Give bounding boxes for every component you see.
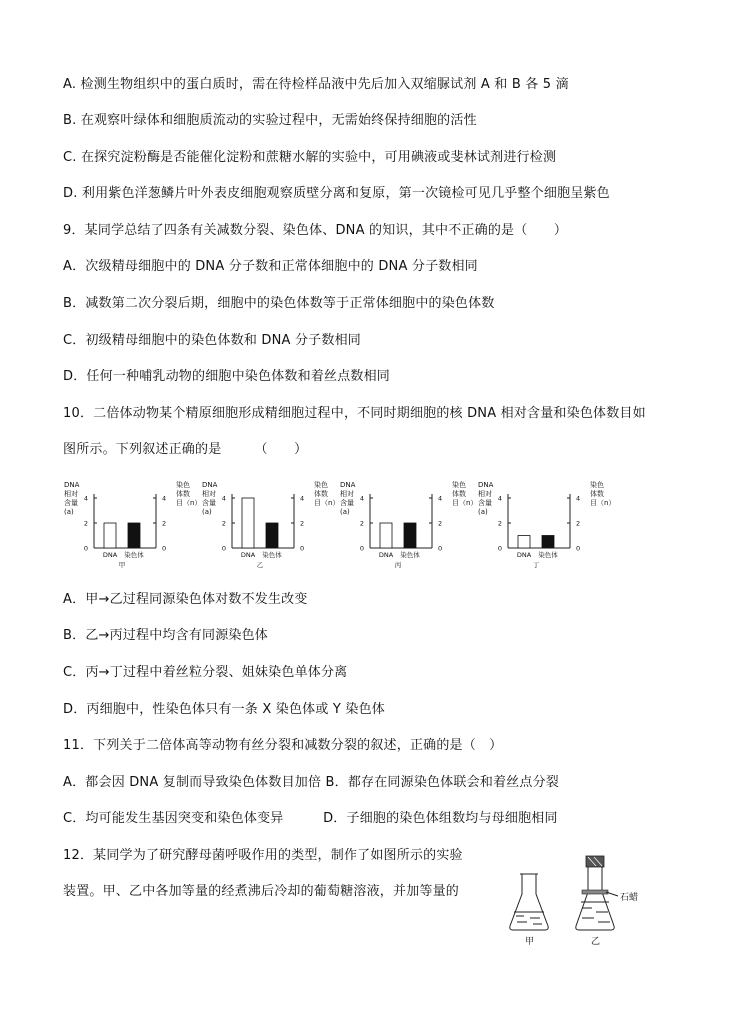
q12-stem-line1: 12．某同学为了研究酵母菌呼吸作用的类型，制作了如图所示的实验: [63, 848, 463, 863]
bar-chromosome: [404, 523, 416, 548]
flask-annotation: 石蜡: [620, 893, 639, 903]
y-axis-label-right: 染色: [452, 481, 466, 489]
y-axis-label-right: 目（n）: [314, 499, 340, 507]
paraffin-layer: [582, 890, 608, 894]
y-axis-label-left: DNA: [340, 481, 356, 489]
q10-option-c: C．丙→丁过程中着丝粒分裂、姐妹染色单体分离: [63, 665, 348, 680]
tick-label-left: 0: [221, 544, 226, 553]
tick-label-left: 4: [497, 494, 502, 503]
q12-stem-line2: 装置。甲、乙中各加等量的经煮沸后冷却的葡萄糖溶液，并加等量的: [63, 884, 460, 899]
y-axis-label-right: 染色: [314, 481, 328, 489]
tick-label-right: 0: [576, 544, 581, 553]
y-axis-label-right: 目（n）: [452, 499, 478, 507]
y-axis-label-right: 体数: [176, 490, 190, 498]
y-axis-label-left: (a): [202, 508, 212, 516]
category-label: DNA: [516, 551, 532, 559]
tick-label-left: 4: [83, 494, 88, 503]
y-axis-label-right: 体数: [590, 490, 604, 498]
tick-label-right: 0: [300, 544, 305, 553]
bar-chromosome: [266, 523, 278, 548]
tick-label-right: 2: [300, 519, 305, 528]
q11-options-cd: C．均可能发生基因突变和染色体变异 D．子细胞的染色体组数均与母细胞相同: [63, 811, 558, 826]
category-label: DNA: [378, 551, 394, 559]
y-axis-label-left: 含量: [478, 499, 492, 507]
y-axis-label-left: DNA: [64, 481, 80, 489]
q8-option-a: A. 检测生物组织中的蛋白质时，需在待检样品液中先后加入双缩脲试剂 A 和 B 各 5 滴: [63, 77, 569, 92]
chart-title: 乙: [256, 561, 264, 569]
bar-dna: [518, 536, 530, 549]
q9-stem: 9．某同学总结了四条有关减数分裂、染色体、DNA 的知识，其中不正确的是（ ）: [63, 223, 568, 238]
q9-option-a: A．次级精母细胞中的 DNA 分子数和正常体细胞中的 DNA 分子数相同: [63, 259, 478, 274]
q8-option-c: C. 在探究淀粉酶是否能催化淀粉和蔗糖水解的实验中，可用碘液或斐林试剂进行检测: [63, 150, 557, 165]
tick-label-left: 2: [221, 519, 226, 528]
chart-ding: [474, 478, 644, 578]
y-axis-label-left: 含量: [64, 499, 78, 507]
tick-label-right: 2: [162, 519, 167, 528]
tick-label-right: 4: [162, 494, 167, 503]
category-label: DNA: [240, 551, 256, 559]
flask-apparatus-figure: [500, 852, 660, 952]
tick-label-left: 0: [359, 544, 364, 553]
category-label: DNA: [102, 551, 118, 559]
flask-label-yi: 乙: [591, 937, 601, 947]
y-axis-label-left: DNA: [202, 481, 218, 489]
tick-label-left: 4: [221, 494, 226, 503]
y-axis-label-left: 相对: [64, 490, 78, 498]
q10-option-b: B．乙→丙过程中均含有同源染色体: [63, 628, 269, 643]
tick-label-right: 0: [162, 544, 167, 553]
y-axis-label-left: (a): [64, 508, 74, 516]
y-axis-label-left: 相对: [202, 490, 216, 498]
bar-chromosome: [128, 523, 140, 548]
tick-label-left: 4: [359, 494, 364, 503]
q10-stem-line2: 图所示。下列叙述正确的是 （ ）: [63, 442, 308, 457]
bar-dna: [380, 523, 392, 548]
y-axis-label-right: 目（n）: [590, 499, 616, 507]
q10-option-a: A．甲→乙过程同源染色体对数不发生改变: [63, 592, 308, 607]
y-axis-label-left: 含量: [202, 499, 216, 507]
q9-option-c: C．初级精母细胞中的染色体数和 DNA 分子数相同: [63, 333, 361, 348]
y-axis-label-left: DNA: [478, 481, 494, 489]
q9-option-d: D．任何一种哺乳动物的细胞中染色体数和着丝点数相同: [63, 369, 391, 384]
chart-title: 甲: [118, 561, 126, 569]
y-axis-label-right: 目（n）: [176, 499, 202, 507]
y-axis-label-left: 含量: [340, 499, 354, 507]
tick-label-right: 2: [576, 519, 581, 528]
q8-option-d: D. 利用紫色洋葱鳞片叶外表皮细胞观察质壁分离和复原，第一次镜检可见几乎整个细胞呈紫色: [63, 186, 610, 201]
q11-options-ab: A．都会因 DNA 复制而导致染色体数目加倍 B．都存在同源染色体联会和着丝点分裂: [63, 775, 560, 790]
tick-label-left: 0: [497, 544, 502, 553]
q9-option-b: B．减数第二次分裂后期，细胞中的染色体数等于正常体细胞中的染色体数: [63, 296, 495, 311]
tick-label-left: 2: [83, 519, 88, 528]
tick-label-left: 2: [497, 519, 502, 528]
y-axis-label-right: 体数: [314, 490, 328, 498]
tick-label-left: 2: [359, 519, 364, 528]
flask-yi: [576, 856, 618, 930]
flask-jia: [510, 874, 548, 930]
tick-label-right: 0: [438, 544, 443, 553]
bar-chromosome: [542, 536, 554, 549]
tick-label-right: 2: [438, 519, 443, 528]
category-label: 染色体: [538, 551, 558, 559]
tick-label-right: 4: [300, 494, 305, 503]
bar-dna: [104, 523, 116, 548]
y-axis-label-left: (a): [478, 508, 488, 516]
q11-stem: 11．下列关于二倍体高等动物有丝分裂和减数分裂的叙述，正确的是（ ）: [63, 738, 503, 753]
tick-label-left: 0: [83, 544, 88, 553]
tick-label-right: 4: [576, 494, 581, 503]
category-label: 染色体: [262, 551, 282, 559]
flask-label-jia: 甲: [525, 937, 535, 947]
tick-label-right: 4: [438, 494, 443, 503]
category-label: 染色体: [124, 551, 144, 559]
y-axis-label-left: (a): [340, 508, 350, 516]
chart-title: 丙: [394, 561, 402, 569]
y-axis-label-right: 体数: [452, 490, 466, 498]
q10-stem-line1: 10．二倍体动物某个精原细胞形成精细胞过程中，不同时期细胞的核 DNA 相对含量和染色体数目如: [63, 406, 646, 421]
y-axis-label-left: 相对: [478, 490, 492, 498]
bar-dna: [242, 498, 254, 548]
q10-option-d: D．丙细胞中，性染色体只有一条 X 染色体或 Y 染色体: [63, 702, 385, 717]
y-axis-label-right: 染色: [176, 481, 190, 489]
y-axis-label-left: 相对: [340, 490, 354, 498]
chart-title: 丁: [532, 561, 540, 569]
q8-option-b: B. 在观察叶绿体和细胞质流动的实验过程中，无需始终保持细胞的活性: [63, 113, 477, 128]
y-axis-label-right: 染色: [590, 481, 604, 489]
category-label: 染色体: [400, 551, 420, 559]
